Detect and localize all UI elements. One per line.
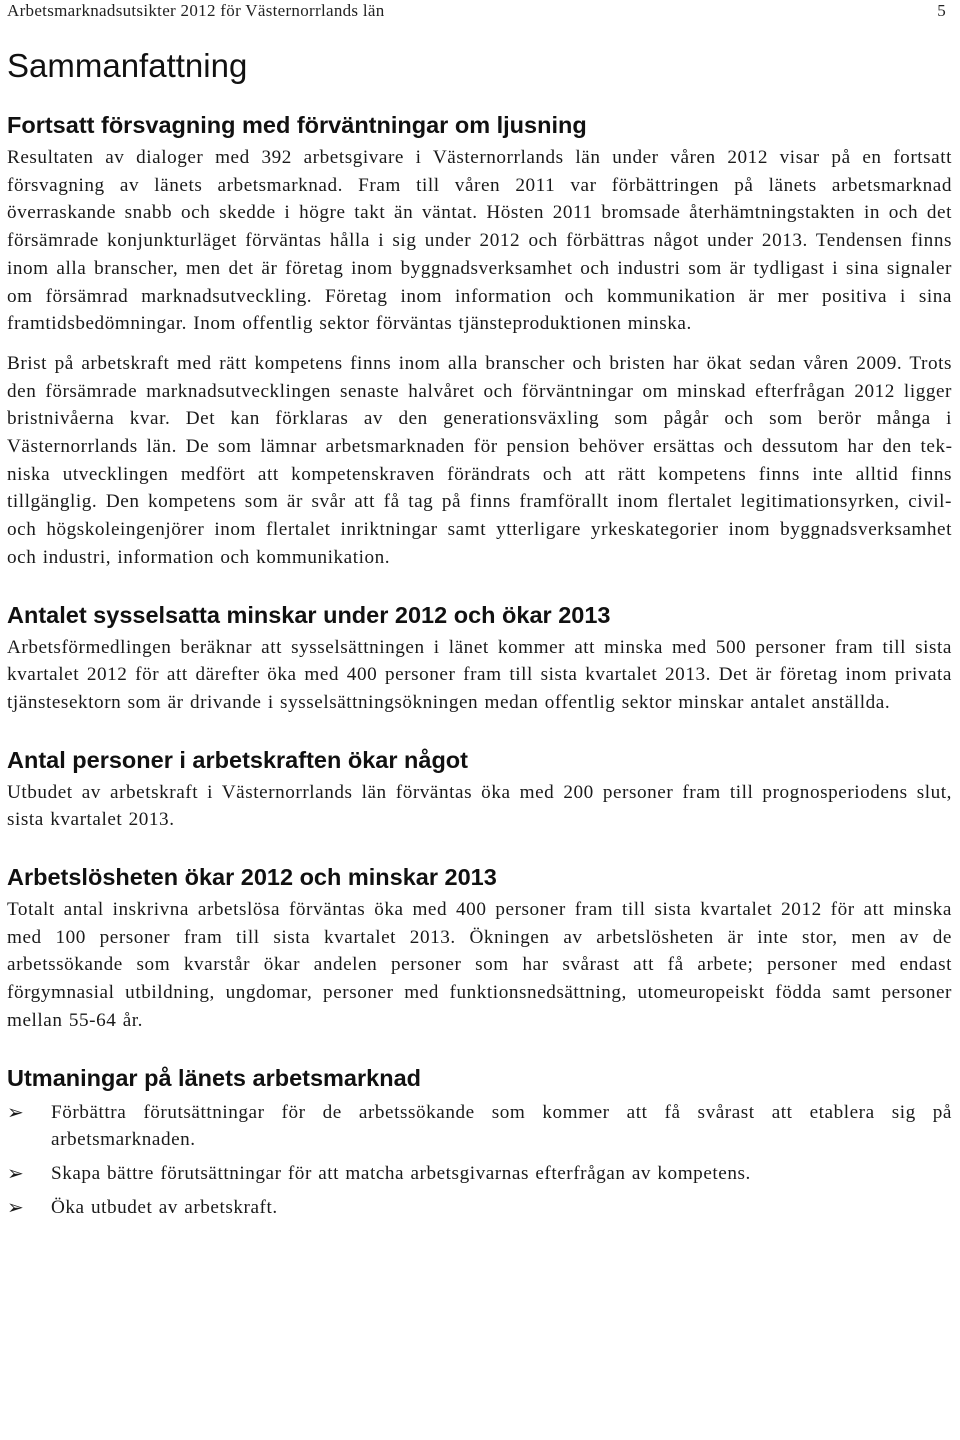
section-unemployment [7,862,952,1035]
paragraph: Brist på arbetskraft med rätt kompetens finns inom alla branscher och bristen har ökat sedan våren 2009. Trots den försämrade marknadsutvecklingen senaste halvåret och förväntningar om minskad efterfrågan 2012 ligger bristnivåerna kvar. Det kan förklaras av den generationsväxling som pågår och som berör många i Västernorrlands län. De som lämnar arbetsmarknaden för pension behöver ersättas och dessutom har den tekniska utvecklingen medfört att kompetenskraven förändrats och att rätt kompetens finns inte alltid finns tillgänglig. Den kompetens som är svår att få tag på finns framförallt inom flertalet legitimationsyrken, civil- och högskoleingenjörer inom flertalet inriktningar samt ytterligare yrkeskategorier inom byggnadsverksamhet och industri, information och kommunikation. [7,352,952,568]
section-heading: Antal personer i arbetskraften ökar något [7,746,468,773]
arrowhead-bullet-icon: ➢ [7,1099,25,1124]
list-item [7,1160,952,1188]
section-heading: Arbetslösheten ökar 2012 och minskar 2013 [7,864,497,891]
section-challenges [7,1063,952,1222]
arrowhead-bullet-icon: ➢ [7,1160,25,1185]
paragraph: Resultaten av dialoger med 392 arbetsgivare i Västernorrlands län under våren 2012 visar på en fortsatt försvagning av länets arbetsmarknad. Fram till våren 2011 var förbättringen på länets arbetsmarknad överraskande snabb och skedde i högre takt än väntat. Hösten 2011 bromsade återhämtningstakten in och det försämrade konjunkturläget förväntas hålla i sig under 2012 och förbättras något under 2013. Tendensen finns inom alla branscher, men det är företag inom byggnadsverksamhet och industri som är tydligast i sina signaler om försämrad marknadsutveckling. Företag inom information och kommunikation är mer positiva i sina framtidsbedömningar. Inom offentlig sektor förväntas tjänsteproduktionen minska. [7,147,952,335]
section-labour-force [7,745,952,834]
list-item-text: Öka utbudet av arbetskraft. [51,1196,278,1218]
section-heading: Antalet sysselsatta minskar under 2012 och ökar 2013 [7,601,611,628]
paragraph: Arbetsförmedlingen beräknar att sysselsättningen i länet kommer att minska med 500 personer fram till sista kvartalet 2012 för att därefter öka med 400 personer fram till sista kvartalet 2013. Det är företag inom privata tjänstesektorn som är drivande i sysselsättningsökningen medan offentlig sektor minskar antalet anställda. [7,636,952,713]
challenge-list [7,1099,952,1222]
section-heading: Fortsatt försvagning med förväntningar om ljusning [7,112,587,138]
arrowhead-bullet-icon: ➢ [7,1194,25,1219]
paragraph: Totalt antal inskrivna arbetslösa förväntas öka med 400 personer fram till sista kvartalet 2012 för att minska med 100 personer fram till sista kvartalet 2013. Ökningen av arbetslösheten är inte stor, men av de arbetssökande som kvarstår ökar andelen personer som har svårast att få arbete; personer med endast förgymnasial utbildning, ungdomar, personer med funktionsnedsättning, utomeuropeiskt födda samt personer mellan 55-64 år. [7,899,952,1031]
section-heading: Utmaningar på länets arbetsmarknad [7,1064,421,1091]
section-employment [7,600,952,717]
page-title: Sammanfattning [7,47,248,84]
page-number: 5 [937,1,946,20]
list-item [7,1194,952,1222]
section-outlook [7,110,952,572]
running-header [7,0,946,24]
list-item-text: Förbättra förutsättningar för de arbetssökande som kommer att få svårast att etablera sig på arbetsmarknaden. [51,1101,952,1151]
list-item-text: Skapa bättre förutsättningar för att matcha arbetsgivarnas efterfrågan av kompetens. [51,1162,751,1184]
list-item [7,1099,952,1154]
document-body [7,110,952,1227]
header-publication-title: Arbetsmarknadsutsikter 2012 för Västernorrlands län [7,1,385,20]
paragraph: Utbudet av arbetskraft i Västernorrlands län förväntas öka med 200 personer fram till prognosperiodens slut, sista kvartalet 2013. [7,781,952,831]
